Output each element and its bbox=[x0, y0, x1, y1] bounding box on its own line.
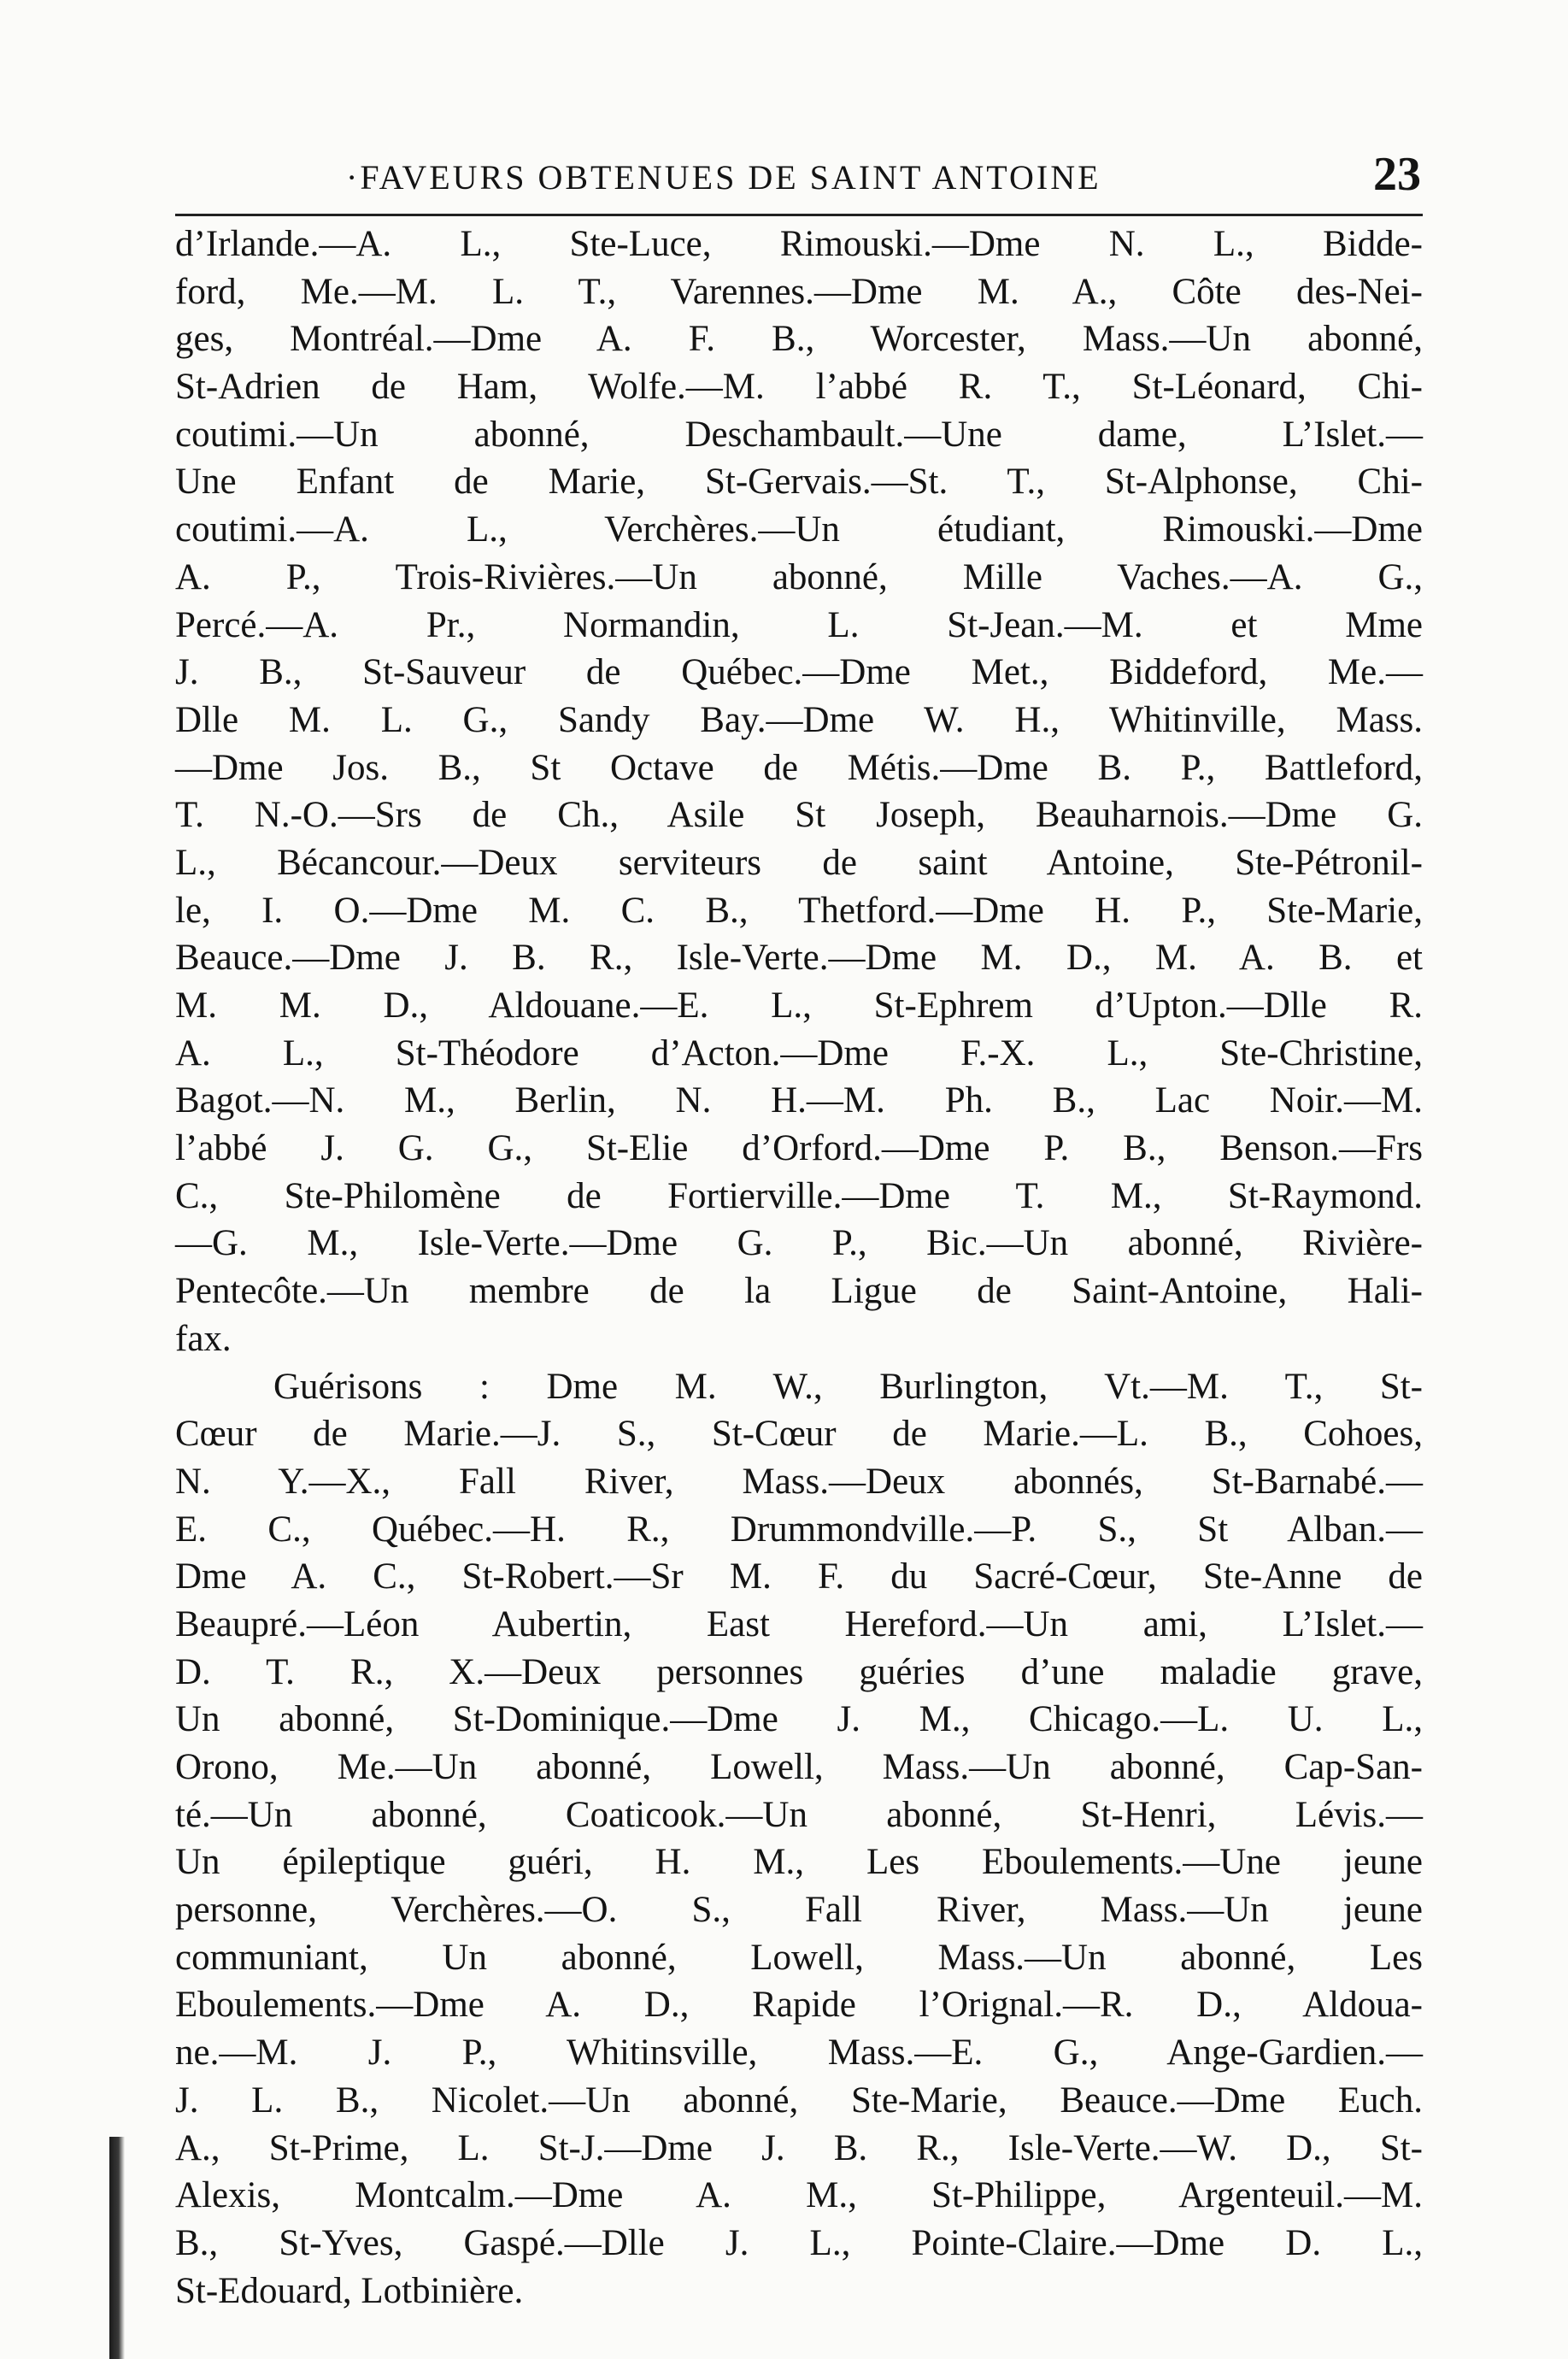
text-line: J. B., St-Sauveur de Québec.—Dme Met., Biddeford, Me.— bbox=[175, 652, 1423, 693]
text-line: L., Bécancour.—Deux serviteurs de saint Antoine, Ste-Pétronil- bbox=[175, 842, 1423, 883]
text-line: Un abonné, St-Dominique.—Dme J. M., Chicago.—L. U. L., bbox=[175, 1699, 1423, 1740]
text-line: communiant, Un abonné, Lowell, Mass.—Un abonné, Les bbox=[175, 1937, 1423, 1978]
page-header bbox=[175, 148, 1423, 205]
text-line: Pentecôte.—Un membre de la Ligue de Saint-Antoine, Hali- bbox=[175, 1271, 1423, 1312]
text-line: B., St-Yves, Gaspé.—Dlle J. L., Pointe-Claire.—Dme D. L., bbox=[175, 2222, 1423, 2263]
text-line: St-Edouard, Lotbinière. bbox=[175, 2270, 524, 2311]
text-line: J. L. B., Nicolet.—Un abonné, Ste-Marie, Beauce.—Dme Euch. bbox=[175, 2080, 1423, 2121]
running-title: ·FAVEURS OBTENUES DE SAINT ANTOINE bbox=[346, 158, 1101, 197]
text-line: Beaupré.—Léon Aubertin, East Hereford.—Un ami, L’Islet.— bbox=[175, 1603, 1423, 1644]
text-line: té.—Un abonné, Coaticook.—Un abonné, St-Henri, Lévis.— bbox=[175, 1794, 1423, 1835]
text-line: Alexis, Montcalm.—Dme A. M., St-Philippe, Argenteuil.—M. bbox=[175, 2175, 1423, 2216]
text-line: Beauce.—Dme J. B. R., Isle-Verte.—Dme M. D., M. A. B. et bbox=[175, 938, 1423, 979]
text-line: l’abbé J. G. G., St-Elie d’Orford.—Dme P. B., Benson.—Frs bbox=[175, 1128, 1423, 1169]
text-line: —Dme Jos. B., St Octave de Métis.—Dme B. P., Battleford, bbox=[175, 747, 1423, 788]
text-line: A., St-Prime, L. St-J.—Dme J. B. R., Isle-Verte.—W. D., St- bbox=[175, 2127, 1423, 2168]
text-line: coutimi.—A. L., Verchères.—Un étudiant, Rimouski.—Dme bbox=[175, 509, 1423, 550]
text-line: Bagot.—N. M., Berlin, N. H.—M. Ph. B., Lac Noir.—M. bbox=[175, 1080, 1423, 1121]
text-line: M. M. D., Aldouane.—E. L., St-Ephrem d’Upton.—Dlle R. bbox=[175, 985, 1423, 1026]
text-line: —G. M., Isle-Verte.—Dme G. P., Bic.—Un abonné, Rivière- bbox=[175, 1223, 1423, 1264]
text-line: E. C., Québec.—H. R., Drummondville.—P. S., St Alban.— bbox=[175, 1509, 1423, 1550]
text-line: Dlle M. L. G., Sandy Bay.—Dme W. H., Whitinville, Mass. bbox=[175, 699, 1423, 740]
text-line: T. N.-O.—Srs de Ch., Asile St Joseph, Beauharnois.—Dme G. bbox=[175, 795, 1423, 836]
text-line: Eboulements.—Dme A. D., Rapide l’Orignal.—R. D., Aldoua- bbox=[175, 1985, 1423, 2026]
body-text bbox=[175, 221, 1423, 2315]
text-line: Cœur de Marie.—J. S., St-Cœur de Marie.—L. B., Cohoes, bbox=[175, 1414, 1423, 1455]
text-line: fax. bbox=[175, 1318, 232, 1359]
header-rule bbox=[175, 214, 1423, 216]
paragraph-start-line: Guérisons : Dme M. W., Burlington, Vt.—M. T., St- bbox=[273, 1366, 1423, 1407]
text-line: d’Irlande.—A. L., Ste-Luce, Rimouski.—Dme N. L., Bidde- bbox=[175, 224, 1423, 264]
text-line: N. Y.—X., Fall River, Mass.—Deux abonnés, St-Barnabé.— bbox=[175, 1461, 1423, 1502]
text-line: coutimi.—Un abonné, Deschambault.—Une dame, L’Islet.— bbox=[175, 414, 1423, 455]
text-line: A. P., Trois-Rivières.—Un abonné, Mille Vaches.—A. G., bbox=[175, 556, 1423, 597]
text-line: ges, Montréal.—Dme A. F. B., Worcester, Mass.—Un abonné, bbox=[175, 319, 1423, 360]
text-line: Un épileptique guéri, H. M., Les Eboulements.—Une jeune bbox=[175, 1842, 1423, 1883]
binding-shadow bbox=[109, 2137, 125, 2359]
text-line: Une Enfant de Marie, St-Gervais.—St. T., St-Alphonse, Chi- bbox=[175, 462, 1423, 503]
text-line: ne.—M. J. P., Whitinsville, Mass.—E. G., Ange-Gardien.— bbox=[175, 2033, 1423, 2074]
text-line: ford, Me.—M. L. T., Varennes.—Dme M. A., Côte des-Nei- bbox=[175, 271, 1423, 312]
page-number: 23 bbox=[1373, 148, 1421, 201]
text-line: C., Ste-Philomène de Fortierville.—Dme T. M., St-Raymond. bbox=[175, 1175, 1423, 1216]
text-line: personne, Verchères.—O. S., Fall River, Mass.—Un jeune bbox=[175, 1890, 1423, 1931]
text-line: Percé.—A. Pr., Normandin, L. St-Jean.—M. et Mme bbox=[175, 604, 1423, 645]
text-line: le, I. O.—Dme M. C. B., Thetford.—Dme H. P., Ste-Marie, bbox=[175, 890, 1423, 931]
text-line: Dme A. C., St-Robert.—Sr M. F. du Sacré-Cœur, Ste-Anne de bbox=[175, 1556, 1423, 1597]
text-line: D. T. R., X.—Deux personnes guéries d’une maladie grave, bbox=[175, 1651, 1423, 1692]
text-line: Orono, Me.—Un abonné, Lowell, Mass.—Un abonné, Cap-San- bbox=[175, 1747, 1423, 1787]
text-line: A. L., St-Théodore d’Acton.—Dme F.-X. L., Ste-Christine, bbox=[175, 1032, 1423, 1074]
text-line: St-Adrien de Ham, Wolfe.—M. l’abbé R. T., St-Léonard, Chi- bbox=[175, 367, 1423, 408]
